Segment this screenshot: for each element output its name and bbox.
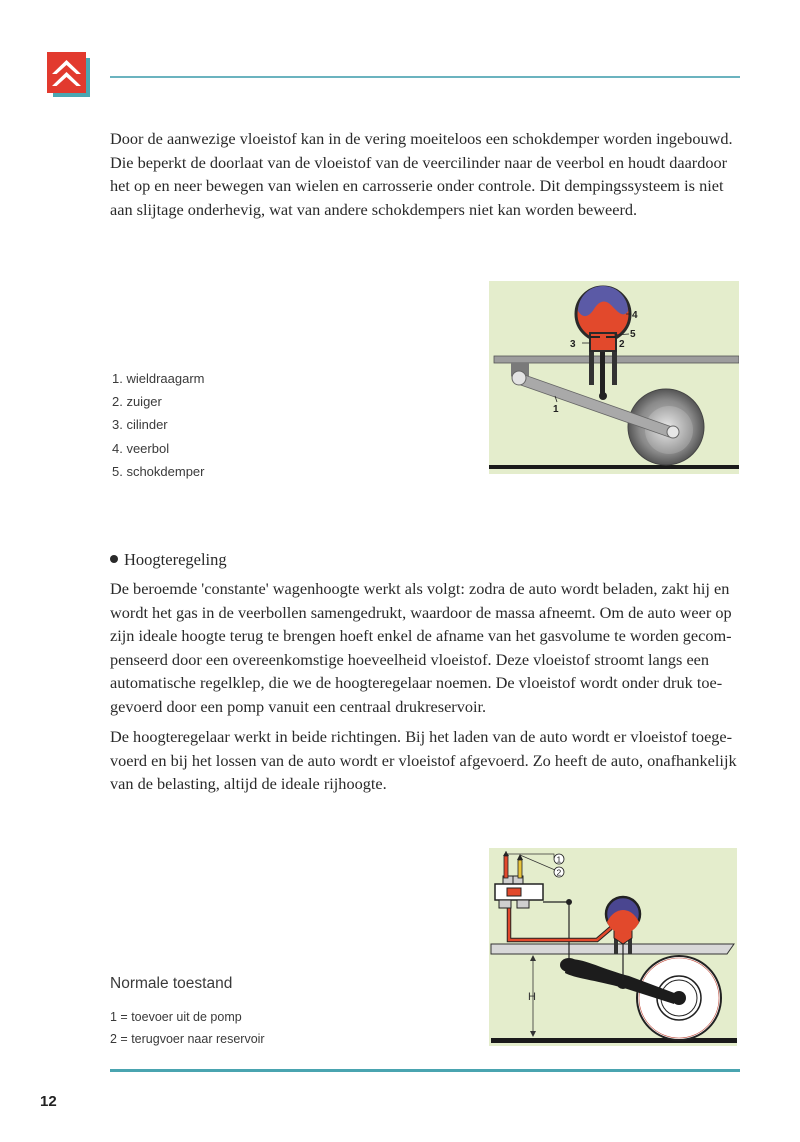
axle [667, 426, 679, 438]
valve-base-right [517, 900, 529, 908]
text-line: het op en neer bewegen van wielen en carrosserie onder controle. Dit dempingssysteem is niet [110, 176, 724, 195]
text-line: gevoerd door een pomp vanuit een centraal drukreservoir. [110, 696, 487, 716]
callout-label-1: 1 [553, 404, 559, 415]
figure2-title: Normale toestand [110, 975, 233, 992]
axle [672, 991, 686, 1005]
return-pipe [518, 860, 522, 878]
ground-line [491, 1038, 737, 1043]
text-line: voerd en bij het lossen van de auto wordt er vloeistof afgevoerd. Zo heeft de auto, onafhankelijk [110, 750, 737, 770]
page-number: 12 [40, 1093, 57, 1110]
figure2-legend [110, 1006, 265, 1050]
legend-item: 2 = terugvoer naar reservoir [110, 1032, 265, 1046]
citroen-logo [47, 52, 91, 98]
intro-paragraph [110, 127, 760, 221]
arm-pivot [512, 371, 526, 385]
bullet-icon [110, 555, 118, 563]
text-line: zijn ideale hoogte terug te brengen hoeft enkel de afname van het gasvolume te worden gecom- [110, 626, 732, 645]
legend-item: 2. zuiger [112, 394, 162, 410]
supply-pipe [504, 856, 508, 878]
header-rule [110, 76, 740, 78]
text-line: De beroemde 'constante' wagenhoogte werkt als volgt: zodra de auto wordt beladen, zakt hij en [110, 579, 730, 598]
callout-label-3: 3 [570, 339, 576, 350]
footer-rule [110, 1069, 740, 1072]
text-line: automatische regelklep, die we de hoogteregelaar noemen. De vloeistof wordt onder druk toe- [110, 673, 723, 692]
valve-base-left [499, 900, 511, 908]
rod-joint [599, 392, 607, 400]
callout-label-2: 2 [556, 867, 562, 878]
legend-item: 3. cilinder [112, 417, 168, 433]
ground-line [489, 465, 739, 469]
hydraulic-cylinder [590, 333, 616, 351]
damper-plate-left [590, 336, 600, 338]
suspension-diagram [489, 281, 739, 474]
text-line: penseerd door een overeenkomstige hoeveelheid vloeistof. Deze vloeistof stroomt langs een [110, 649, 710, 669]
callout-label-4: 4 [632, 310, 638, 321]
double-chevron-icon [47, 52, 86, 93]
text-line: wordt het gas in de veerbollen samengedrukt, waardoor de massa afneemt. Om de auto weer op [110, 602, 732, 622]
text-line: De hoogteregelaar werkt in beide richtingen. Bij het laden van de auto wordt er vloeistof toege- [110, 727, 733, 746]
text-line: aan slijtage onderhevig, wat van andere schokdempers niet kan worden beweerd. [110, 199, 638, 219]
section-heading-text: Hoogteregeling [124, 550, 227, 569]
height-corrector-diagram [489, 848, 737, 1046]
text-line: Door de aanwezige vloeistof kan in de vering moeiteloos een schokdemper worden ingebouwd. [110, 129, 733, 148]
rod-joint [617, 979, 629, 989]
text-line: Die beperkt de doorlaat van de vloeistof van de veercilinder naar de veerbol en houdt daardoor [110, 152, 728, 172]
height-control-paragraph [110, 577, 760, 718]
figure1-legend [112, 367, 205, 483]
callout-label-2: 2 [619, 339, 625, 350]
legend-item: 4. veerbol [112, 440, 170, 456]
height-corrector-paragraph [110, 725, 760, 796]
legend-item: 1 = toevoer uit de pomp [110, 1010, 242, 1024]
callout-label-5: 5 [630, 329, 636, 340]
legend-item: 5. schokdemper [112, 463, 205, 479]
callout-label-1: 1 [556, 854, 562, 865]
height-label: H [528, 991, 536, 1003]
arm-pivot [560, 958, 578, 972]
text-line: van de belasting, altijd de ideale rijhoogte. [110, 774, 387, 793]
valve-spool [507, 888, 521, 896]
damper-plate-right [606, 336, 616, 338]
section-heading [110, 550, 227, 570]
legend-item: 1. wieldraagarm [112, 371, 205, 386]
chassis-beam [491, 944, 734, 954]
